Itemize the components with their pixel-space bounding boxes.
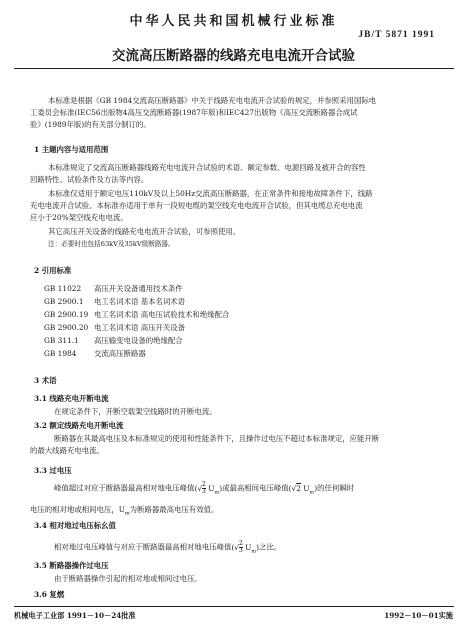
sqrt-2-um-formula: (√2 $U_m$): [288, 483, 318, 495]
document-title: 交流高压断路器的线路充电电流开合试验: [112, 48, 355, 64]
term-3-1-heading: 3.1 线路充电开断电流: [34, 394, 109, 403]
reference-code: GB 1984: [44, 349, 77, 358]
term-3-1-text: 在规定条件下，开断空载架空线路时的开断电流。: [54, 407, 217, 416]
reference-title: 电工名词术语 高压开关设备: [94, 323, 186, 332]
reference-code: GB 2900.1: [44, 297, 84, 306]
sec1-p2-line-3: 应小于20%架空线充电电流。: [30, 213, 128, 222]
reference-item: [44, 323, 185, 333]
reference-title: 高压输变电设备的绝缘配合: [94, 336, 183, 345]
sqrt-2-3-um-formula: (√ $\frac{2}{3}$ $U_m$): [231, 540, 260, 554]
reference-title: 高压开关设备通用技术条件: [94, 284, 183, 293]
section-1-paragraph-2: [30, 188, 440, 224]
term-3-4-heading: 3.4 相对地过电压标幺值: [34, 521, 116, 530]
term-3-3-heading: 3.3 过电压: [34, 466, 72, 475]
intro-line-1: 本标准是根据《GB 1984交流高压断路器》中关于线路充电电流开合试验的规定，并参照采用国际电: [48, 96, 377, 105]
term-3-5-heading: 3.5 断路器操作过电压: [34, 561, 109, 570]
standard-number: JB/T 5871 1991: [358, 30, 435, 40]
reference-code: GB 11022: [44, 284, 82, 293]
header-rule: [14, 68, 454, 69]
term-3-3-text: 峰值超过对应于断路器最高相对地电压峰值(√ $\frac{2}{3}$ $U_m$)或最高相间电压峰值(√2 $U_m$)的任何瞬时 电压的相对地或相间电压，$U_m$为断路器最高电压有效值。: [30, 481, 355, 517]
term-3-6-heading: 3.6 复燃: [34, 590, 65, 599]
reference-title: 交流高压断路器: [94, 349, 146, 358]
reference-item: [44, 284, 183, 294]
footer-rule: [14, 606, 454, 607]
term-3-5-text: 由于断路器操作引起的相对地或相间过电压。: [54, 574, 202, 583]
sec1-p1-line-2: 回路特性、试验条件及方法等内容。: [30, 175, 149, 184]
intro-paragraph: [30, 95, 440, 131]
section-2-heading: 2 引用标准: [34, 266, 72, 275]
reference-title: 电工名词术语 基本名词术语: [94, 297, 186, 306]
reference-title: 电工名词术语 高电压试验技术和绝缘配合: [94, 310, 230, 319]
reference-item: [44, 297, 185, 307]
sqrt-2-3-um-formula: (√ $\frac{2}{3}$ $U_m$): [194, 481, 223, 495]
term-3-4-text: 相对地过电压峰值与对应于断路器最高相对地电压峰值(√ $\frac{2}{3}$ $U_m$)之比。: [54, 540, 282, 554]
section-1-heading: 1 主题内容与适用范围: [34, 145, 109, 154]
reference-item: [44, 349, 146, 359]
implementation-date: 1992－10－01实施: [384, 611, 453, 620]
reference-item: [44, 336, 183, 346]
sec1-note-text: 注：必要时也包括63kV及35kV级断路器。: [48, 240, 175, 248]
section-1-paragraph-1: [30, 162, 440, 186]
sec1-p2-line-1: 本标准仅适用于额定电压110kV及以上50Hz交流高压断路器，在正常条件和接地故障条件下，线路: [48, 189, 373, 198]
sec1-p3-text: 其它高压开关设备的线路充电电流开合试验，可参照使用。: [48, 227, 241, 236]
reference-code: GB 2900.20: [44, 323, 89, 332]
section-3-heading: 3 术语: [34, 376, 57, 385]
section-1-note: [30, 238, 440, 250]
reference-code: GB 2900.19: [44, 310, 89, 319]
term-3-2-text: 断路器在其最高电压及本标准规定的使用和性能条件下，且操作过电压不超过本标准规定，应能开断 的最大线路充电电流。: [30, 434, 380, 455]
reference-item: [44, 310, 229, 320]
reference-code: GB 311.1: [44, 336, 79, 345]
intro-line-2: 工委员会标准(IEC56出版物4高压交流断路器(1987年版)和IEC427出版物《高压交流断路器合成试: [30, 108, 358, 117]
sec1-p2-line-2: 充电电流开合试验。本标准亦适用于单有一段短电缆的架空线充电电流开合试验，但其电缆总充电电流: [30, 201, 363, 210]
section-1-paragraph-3: [30, 226, 440, 238]
term-3-2-heading: 3.2 额定线路充电开断电流: [34, 421, 124, 430]
issuer-header: 中华人民共和国机械行业标准: [129, 14, 338, 29]
sec1-p1-line-1: 本标准规定了交流高压断路器线路充电电流开合试验的术语、额定参数、电源回路及被开合的容性: [48, 163, 366, 172]
approval-date: 机械电子工业部 1991－10－24批准: [14, 611, 136, 620]
intro-line-3: 验》(1989年版)的有关部分制订的。: [30, 120, 151, 129]
